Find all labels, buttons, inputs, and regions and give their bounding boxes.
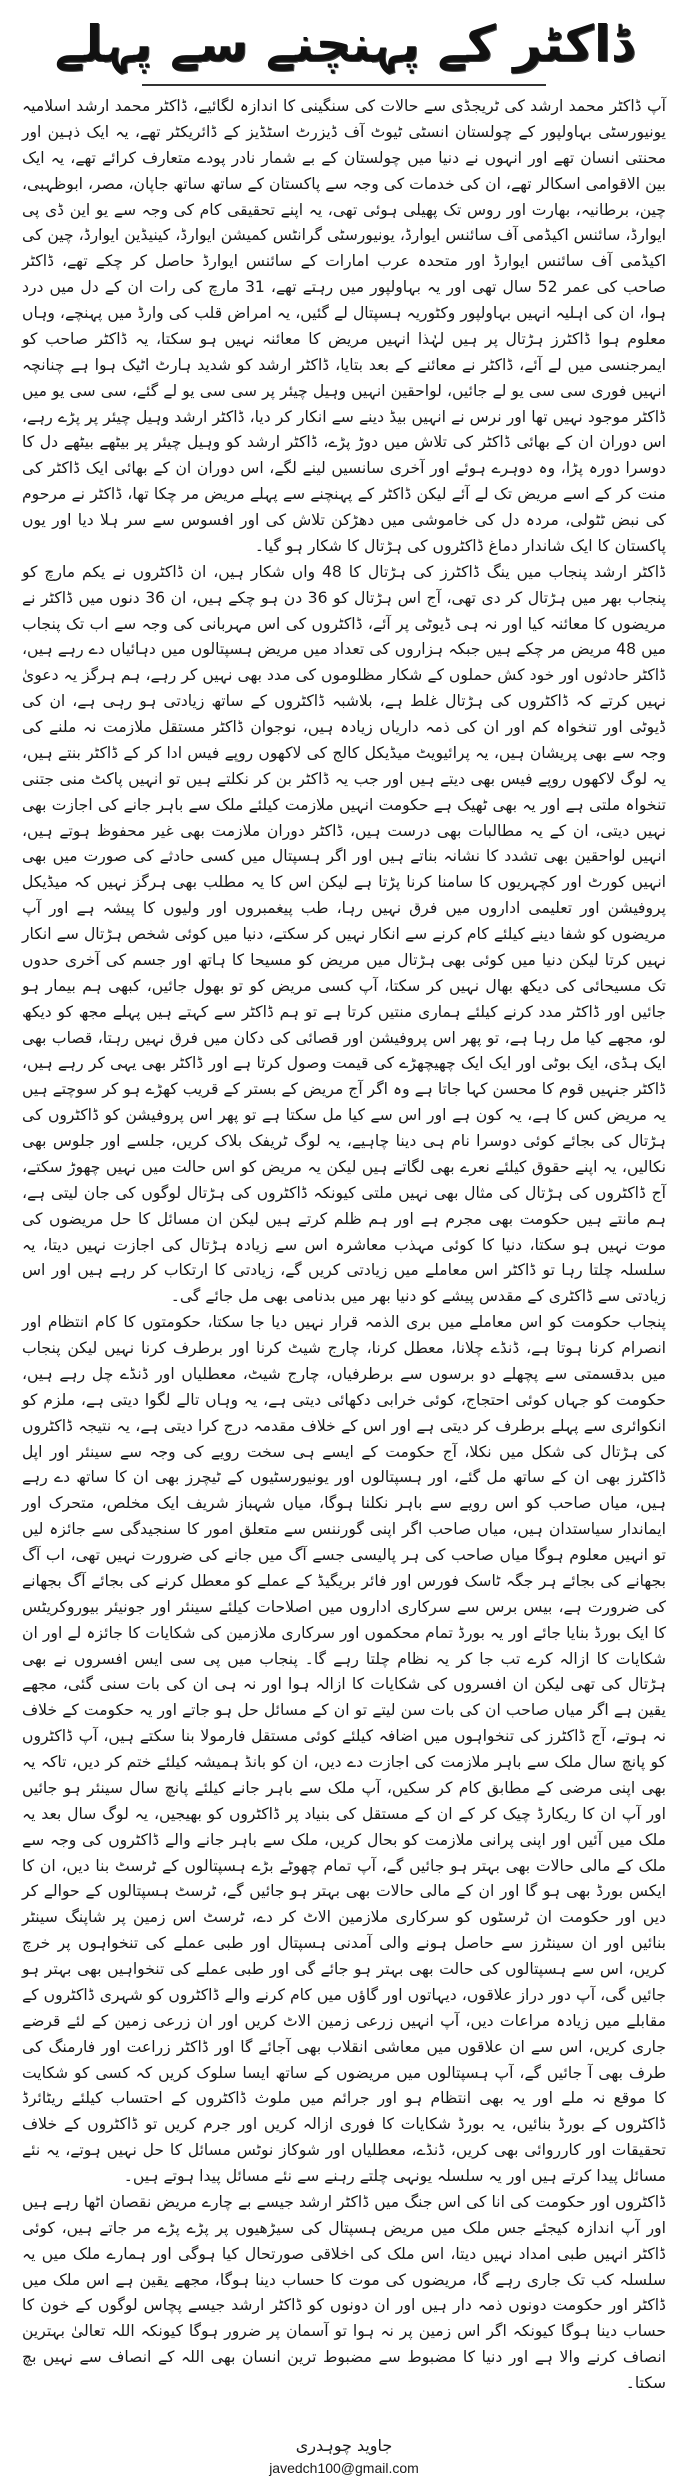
- author-byline: جاوید چوہدری: [295, 2436, 393, 2455]
- article-headline: ڈاکٹر کے پہنچنے سے پہلے: [54, 15, 634, 73]
- article-page: [0, 6, 688, 2488]
- article-paragraph-3: پنجاب حکومت کو اس معاملے میں بری الذمہ قرار نہیں دیا جا سکتا، حکومتوں کا کام انتظام اور انصرام کرنا ہوتا ہے، ڈنڈے چلانا، معطل کرنا، چارج شیٹ کرنا اور برطرف کرنا نہیں لیکن پنجاب میں بدقسمتی سے پچھلے دو برسوں سے برطرفیاں، چارج شیٹ، معطلیاں اور ڈنڈے چل رہے ہیں، حکومت کو جہاں کوئی احتجاج، کوئی خرابی دکھائی دیتی ہے، یہ وہاں تالے لگوا دیتی ہے، ملزم کو انکوائری سے پہلے برطرف کر دیتی ہے اور اس کے خلاف مقدمہ درج کرا دیتی ہے، یہ نتیجہ ڈاکٹروں کی ہڑتال کی شکل میں نکلا، آج حکومت کے ایسے ہی سخت رویے کی وجہ سے سینئر اور اپل ڈاکٹرز بھی ان کے ساتھ مل گئے، اور ہسپتالوں اور یونیورسٹیوں کے ٹیچرز بھی ان کا ساتھ دے رہے ہیں، میاں صاحب کو اس رویے سے باہر نکلنا ہوگا، میاں شہباز شریف ایک مخلص، متحرک اور ایماندار سیاستدان ہیں، میاں صاحب اگر اپنی گورننس سے متعلق امور کا سنجیدگی سے جائزہ لیں تو انہیں معلوم ہوگا میاں صاحب کی ہر پالیسی جسے آگ میں جانے کی ضرورت نہیں تھی، اب آگ بجھانے کی بجائے ہر جگہ ٹاسک فورس اور فائر بریگیڈ کے عملے کو معطل کرنے کی بجائے آگ بجھانے کی ضرورت ہے، بیس برس سے سرکاری اداروں میں اصلاحات کیلئے سینئر اور جونیئر بیوروکریٹس کا ایک بورڈ بنایا جائے اور یہ بورڈ تمام محکموں اور سرکاری ملازمین کی شکایات کا جائزہ لے اور ان شکایات کا ازالہ کرے تب جا کر یہ نظام چلتا رہے گا۔ پنجاب میں پی سی ایس افسروں نے بھی ہڑتال کی تھی لیکن ان افسروں کی شکایات کا ازالہ ہوا اور نہ ہی ان کی بات سنی گئی، مجھے یقین ہے اگر میاں صاحب ان کی بات سن لیتے تو ان کے مسائل حل ہو جاتے اور یہ حکومت کے خلاف نہ ہوتے، آج ڈاکٹرز کی تنخواہوں میں اضافہ کیلئے کوئی مستقل فارمولا بنا سکتے ہیں، آپ ڈاکٹروں کو پانچ سال ملک سے باہر ملازمت کی اجازت دے دیں، ان کو بانڈ ہمیشہ کیلئے ختم کر دیں، تاکہ یہ بھی اپنی مرضی کے مطابق کام کر سکیں، آپ ملک سے باہر جانے کیلئے پانچ سال سینئر ہو جائیں اور آپ ان کا ریکارڈ چیک کر کے ان کے مستقل کی بنیاد پر ڈاکٹروں کو بھیجیں، یہ لوگ سال بعد یہ ملک میں آئیں اور اپنی پرانی ملازمت کو بحال کریں، ملک سے باہر جانے والے ڈاکٹروں کی وجہ سے ملک کے مالی حالات بھی بہتر ہو جائیں گے، آپ تمام چھوٹے بڑے ہسپتالوں کے ٹرسٹ بنا دیں، ان کا ایکس بورڈ بھی ہو گا اور ان کے مالی حالات بھی بہتر ہو جائیں گے، ٹرسٹ ہسپتالوں کے حوالے کر دیں اور حکومت ان ٹرسٹوں کو سرکاری ملازمین الاٹ کر دے، ٹرسٹ اس زمین پر شاپنگ سینٹر بنائیں اور ان سینٹرز سے حاصل ہونے والی آمدنی ہسپتال اور طبی عملے کی تنخواہوں پر خرچ کریں، اس سے ہسپتالوں کی حالت بھی بہتر ہو جائے گی اور طبی عملے کی تنخواہیں بھی بہتر ہو جائیں گی، آپ دور دراز علاقوں، دیہاتوں اور گاؤں میں کام کرنے والے ڈاکٹروں کو شہری ڈاکٹروں کے مقابلے میں زیادہ مراعات دیں، آپ انہیں زرعی زمین الاٹ کریں اور ان زرعی زمین کے لئے قرضے جاری کریں، اس سے ان علاقوں میں معاشی انقلاب بھی آجائے گا اور ڈاکٹر زراعت اور فارمنگ کی طرف بھی آ جائیں گے، آپ ہسپتالوں میں مریضوں کے ساتھ ایسا سلوک کریں کہ کسی کو شکایت کا موقع نہ ملے اور یہ بھی انتظام ہو اور جرائم میں ملوث ڈاکٹروں کے احتساب کیلئے ریٹائرڈ ڈاکٹروں کے بورڈ بنائیں، یہ بورڈ شکایات کا فوری ازالہ کریں اور جرم کریں تو ڈاکٹروں کے خلاف تحقیقات اور کارروائی بھی کریں، ڈنڈے، معطلیاں اور شوکاز نوٹس مسائل کا حل نہیں ہوتے، یہ نئے مسائل پیدا کرتے ہیں اور یہ سلسلہ یونہی چلتے رہنے سے نئے مسائل پیدا ہوتے ہیں۔: [22, 1313, 666, 2185]
- author-email: javedch100@gmail.com: [269, 2460, 419, 2476]
- article-footer: [0, 2434, 688, 2478]
- headline-divider: [142, 84, 546, 86]
- article-body: [22, 94, 666, 2397]
- article-paragraph-1: آپ ڈاکٹر محمد ارشد کی ٹریجڈی سے حالات کی سنگینی کا اندازہ لگائیے، ڈاکٹر محمد ارشد اسلامیہ یونیورسٹی بہاولپور کے چولستان انسٹی ٹیوٹ آف ڈیزرٹ اسٹڈیز کے ڈائریکٹر تھے، یہ ایک ذہین اور محنتی انسان تھے اور انہوں نے دنیا میں چولستان کے بے شمار نادر پودے متعارف کرائے تھے، یہ ایک بین الاقوامی اسکالر تھے، ان کی خدمات کی وجہ سے پاکستان کے ساتھ ساتھ جاپان، مصر، ابوظہبی، چین، برطانیہ، بھارت اور روس تک پھیلی ہوئی تھی، یہ اپنے تحقیقی کام کی وجہ سے یو این ڈی پی ایوارڈ، سائنس اکیڈمی آف سائنس ایوارڈ، یونیورسٹی گرانٹس کمیشن ایوارڈ، کینیڈین ایوارڈ، چین کی اکیڈمی آف سائنس ایوارڈ اور متحدہ عرب امارات کے سائنس ایوارڈ حاصل کر چکے تھے، ڈاکٹر صاحب کی عمر 52 سال تھی اور یہ بہاولپور میں رہتے تھے، 31 مارچ کی رات ان کے دل میں درد ہوا، ان کی اہلیہ انہیں بہاولپور وکٹوریہ ہسپتال لے گئیں، یہ امراض قلب کی وارڈ میں پہنچے، وہاں معلوم ہوا ڈاکٹرز ہڑتال پر ہیں لہٰذا انہیں مریض کا معائنہ نہیں ہو سکتا، یہ ڈاکٹر صاحب کو ایمرجنسی میں لے آئے، ڈاکٹر نے معائنے کے بعد بتایا، ڈاکٹر ارشد کو شدید ہارٹ اٹیک ہوا ہے چنانچہ انہیں فوری سی سی یو لے جائیں، لواحقین انہیں وہیل چیئر پر سی سی یو لے گئے، سی سی یو میں ڈاکٹر موجود نہیں تھا اور نرس نے انہیں بیڈ دینے سے انکار کر دیا، ڈاکٹر ارشد وہیل چیئر پر پڑے رہے، اس دوران ان کے بھائی ڈاکٹر کی تلاش میں دوڑ پڑے، ڈاکٹر ارشد کو وہیل چیئر پر بیٹھے بیٹھے دل کا دوسرا دورہ پڑا، وہ دوہرے ہوئے اور آخری سانسیں لینے لگے، اس دوران ان کے بھائی ایک ڈاکٹر کی منت کر کے اسے مریض تک لے آئے لیکن ڈاکٹر کے پہنچنے سے پہلے مریض مر چکا تھا، ڈاکٹر نے مرحوم کی نبض ٹٹولی، مردہ دل کی خاموشی میں دھڑکن تلاش کی اور افسوس سے سر ہلا دیا اور یوں پاکستان کا ایک شاندار دماغ ڈاکٹروں کی ہڑتال کا شکار ہو گیا۔: [22, 97, 666, 555]
- article-paragraph-2: ڈاکٹر ارشد پنجاب میں ینگ ڈاکٹرز کی ہڑتال کا 48 واں شکار ہیں، ان ڈاکٹروں نے یکم مارچ کو پنجاب بھر میں ہڑتال کر دی تھی، آج اس ہڑتال کو 36 دن ہو چکے ہیں، ان 36 دنوں میں ڈاکٹر نے مریضوں کا معائنہ کیا اور نہ ہی ڈیوٹی پر آئے، ڈاکٹروں کی اس مہربانی کی وجہ سے اب تک پنجاب میں 48 مریض مر چکے ہیں جبکہ ہزاروں کی تعداد میں مریض ہسپتالوں میں دہائیاں دے رہے ہیں، ڈاکٹر حادثوں اور خود کش حملوں کے شکار مظلوموں کی مدد بھی نہیں کر رہے، ہم ہرگز یہ دعویٰ نہیں کرتے کہ ڈاکٹروں کی ہڑتال غلط ہے، بلاشبہ ڈاکٹروں کے ساتھ زیادتی ہو رہی ہے، ان کی ڈیوٹی اور تنخواہ کم اور ان کی ذمہ داریاں زیادہ ہیں، نوجوان ڈاکٹر مستقل ملازمت نہ ملنے کی وجہ سے بھی پریشان ہیں، یہ پرائیویٹ میڈیکل کالج کی لاکھوں روپے فیس ادا کر کے ڈاکٹر بنتے ہیں، یہ لوگ لاکھوں روپے فیس بھی دیتے ہیں اور جب یہ ڈاکٹر بن کر نکلتے ہیں تو انہیں پاکٹ منی جتنی تنخواہ ملتی ہے اور یہ بھی ٹھیک ہے حکومت انہیں ملازمت کیلئے ملک سے باہر جانے کی اجازت بھی نہیں دیتی، ان کے یہ مطالبات بھی درست ہیں، ڈاکٹر دوران ملازمت بھی غیر محفوظ ہوتے ہیں، انہیں لواحقین بھی تشدد کا نشانہ بناتے ہیں اور اگر ہسپتال میں کسی حادثے کی صورت میں بھی انہیں کورٹ اور کچہریوں کا سامنا کرنا پڑتا ہے لیکن اس کا یہ مطلب بھی ہرگز نہیں کہ میڈیکل پروفیشن اور تعلیمی اداروں میں فرق نہیں رہا، طب پیغمبروں اور ولیوں کا پیشہ ہے اور آپ مریضوں کو شفا دینے کیلئے کام کرنے سے انکار نہیں کر سکتے، دنیا میں کوئی شخص ہڑتال سے انکار نہیں کرتا لیکن دنیا میں کوئی بھی ہڑتال میں مریض کو مسیحا کا ہاتھ اور جسم کی آخری حدوں تک مسیحائی کی دیکھ بھال نہیں کر سکتا، آپ کسی مریض کو تو بھول جائیں، کبھی ہم بیمار ہو جائیں اور ڈاکٹر مدد کرنے کیلئے ہماری منتیں کرتا ہے تو ہم ڈاکٹر سے کہتے ہیں پہلے مجھ کو دیکھ لو، مجھے کیا مل رہا ہے، تو پھر اس پروفیشن اور قصائی کی دکان میں فرق نہیں رہتا، قصاب بھی ایک ہڈی، ایک بوٹی اور ایک ایک چھیچھڑے کی قیمت وصول کرتا ہے اور ڈاکٹر بھی یہی کر رہے ہیں، ڈاکٹر جنہیں قوم کا محسن کہا جاتا ہے وہ اگر آج مریض کے بستر کے قریب کھڑے ہو کر سوچتے ہیں یہ مریض کس کا ہے، یہ کون ہے اور اس سے کیا مل سکتا ہے تو پھر اس پروفیشن کو ڈاکٹروں کی ہڑتال کی بجائے کوئی دوسرا نام ہی دینا چاہیے، یہ لوگ ٹریفک بلاک کریں، جلسے اور جلوس بھی نکالیں، یہ اپنے حقوق کیلئے نعرے بھی لگاتے ہیں لیکن یہ مریض کو اس حالت میں نہیں چھوڑ سکتے، آج ڈاکٹروں کی ہڑتال کی مثال بھی نہیں ملتی کیونکہ ڈاکٹروں کی ہڑتال لوگوں کی جان لیتی ہے، ہم مانتے ہیں حکومت بھی مجرم ہے اور ہم ظلم کرتے ہیں لیکن ان مسائل کا حل مریضوں کی موت نہیں ہو سکتا، دنیا کا کوئی مہذب معاشرہ اس سے زیادہ ہڑتال کی اجازت نہیں دیتا، یہ سلسلہ چلتا رہا تو ڈاکٹر اس معاملے میں زیادتی کریں گے، زیادتی کا ارتکاب کر رہے ہیں اور اس زیادتی سے ڈاکٹری کے مقدس پیشے کو دنیا بھر میں بدنامی بھی مل جائے گی۔: [22, 562, 666, 1306]
- article-paragraph-4: ڈاکٹروں اور حکومت کی انا کی اس جنگ میں ڈاکٹر ارشد جیسے بے چارے مریض نقصان اٹھا رہے ہیں اور آپ اندازہ کیجئے جس ملک میں مریض ہسپتال کی سیڑھیوں پر پڑے پڑے مر جاتے ہیں، کوئی ڈاکٹر انہیں طبی امداد نہیں دیتا، اس ملک کی اخلاقی صورتحال کیا ہوگی اور ہمارے ملک میں یہ سلسلہ کب تک جاری رہے گا، مریضوں کی موت کا حساب دینا ہوگا، مجھے یقین ہے اس ملک میں ڈاکٹر اور حکومت دونوں ذمہ دار ہیں اور ان دونوں کو ڈاکٹر ارشد جیسے پچاس لوگوں کے خون کا حساب دینا ہوگا کیونکہ اگر اس زمین پر نہ ہوا تو آسمان پر ضرور ہوگا کیونکہ اللہ تعالیٰ بہترین انصاف کرنے والا ہے اور دنیا کا مضبوط سے مضبوط ترین انسان بھی اللہ کے انصاف سے نہیں بچ سکتا۔: [22, 2192, 666, 2392]
